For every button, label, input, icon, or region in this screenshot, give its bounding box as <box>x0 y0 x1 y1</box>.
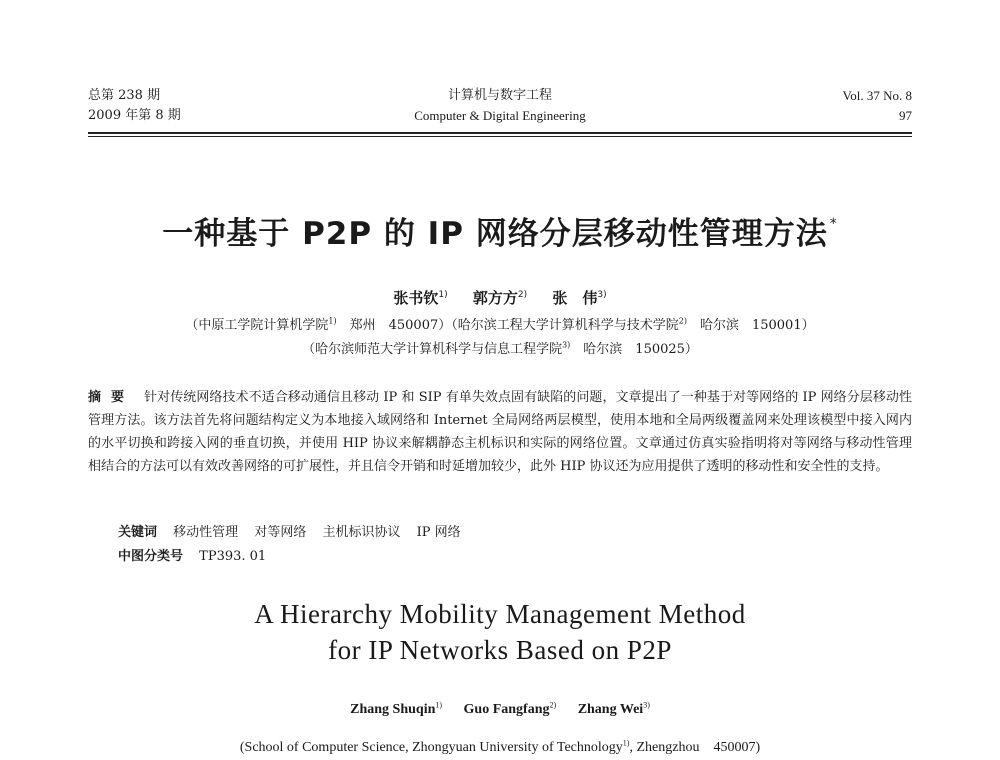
volume-number: Vol. 37 No. 8 <box>842 88 912 103</box>
header-rule-thick <box>88 132 912 134</box>
keyword: IP 网络 <box>416 525 461 540</box>
abstract-text: 针对传统网络技术不适合移动通信且移动 IP 和 SIP 有单失效点固有缺陷的问题，文章提出了一种基于对等网络的 IP 网络分层移动性管理方法。该方法首先将问题结构定义为本地接入域网络和 Internet 全局网络两层模型，使用本地和全局两级覆盖网来处理该模型中接入网内的水平切换和跨接入网的垂直切换，并使用 HIP 协议来解耦静态主机标识和实际的网络位置。文章通过仿真实验指明将对等网络与移动性管理相结合的方法可以有效改善网络的可扩展性，并且信令开销和时延增加较少，此外 HIP 协议还为应用提供了透明的移动性和安全性的支持。 <box>88 390 912 474</box>
author-en: Zhang Shuqin$^{1)}$ <box>350 700 443 717</box>
authors-en <box>0 700 1000 718</box>
issue-year: 2009 年第 8 期 <box>88 108 181 123</box>
page-number: 97 <box>899 108 912 123</box>
keyword: 主机标识协议 <box>322 525 401 540</box>
clc-label: 中图分类号 <box>118 549 184 564</box>
abstract-label: 摘要 <box>88 390 135 405</box>
author-en: Zhang Wei$^{3)}$ <box>577 700 650 717</box>
keyword: 移动性管理 <box>173 525 239 540</box>
abstract <box>88 386 912 478</box>
header-rule-thin <box>88 136 912 137</box>
author-cn: 张 伟$^{3)}$ <box>552 289 607 307</box>
title-en-line-2: for IP Networks Based on P2P <box>328 635 672 665</box>
header-journal <box>88 86 912 126</box>
journal-name-en: Computer & Digital Engineering <box>414 108 586 123</box>
keywords-label: 关键词 <box>118 525 158 540</box>
title-cn-text: 一种基于 P2P 的 IP 网络分层移动性管理方法 <box>162 216 828 252</box>
keywords <box>118 521 473 540</box>
keyword: 对等网络 <box>254 525 307 540</box>
running-header <box>88 86 912 130</box>
author-cn: 张书钦$^{1)}$ <box>393 289 448 307</box>
clc-value: TP393. 01 <box>199 549 267 564</box>
article-title-cn <box>0 208 1000 253</box>
author-en: Guo Fangfang$^{2)}$ <box>463 700 557 717</box>
classification-number <box>118 545 266 564</box>
author-cn: 郭方方$^{2)}$ <box>472 289 528 307</box>
affiliation-cn-line-2: （哈尔滨师范大学计算机科学与信息工程学院$^{3)}$ 哈尔滨 150025） <box>302 340 698 357</box>
title-footnote-mark: * <box>829 216 838 232</box>
title-en-line-1: A Hierarchy Mobility Management Method <box>254 599 746 629</box>
article-title-en <box>0 596 1000 668</box>
affiliation-en: (School of Computer Science, Zhongyuan University of Technology$^{1)}$, Zhengzhou 450007) <box>239 738 761 755</box>
authors-cn <box>0 287 1000 308</box>
issue-total: 总第 238 期 <box>88 88 161 103</box>
affiliation-cn-line-1: （中原工学院计算机学院$^{1)}$ 郑州 450007）（哈尔滨工程大学计算机科学与技术学院$^{2)}$ 哈尔滨 150001） <box>185 316 815 333</box>
journal-name-cn: 计算机与数字工程 <box>447 88 552 103</box>
header-volume-info <box>843 86 912 126</box>
